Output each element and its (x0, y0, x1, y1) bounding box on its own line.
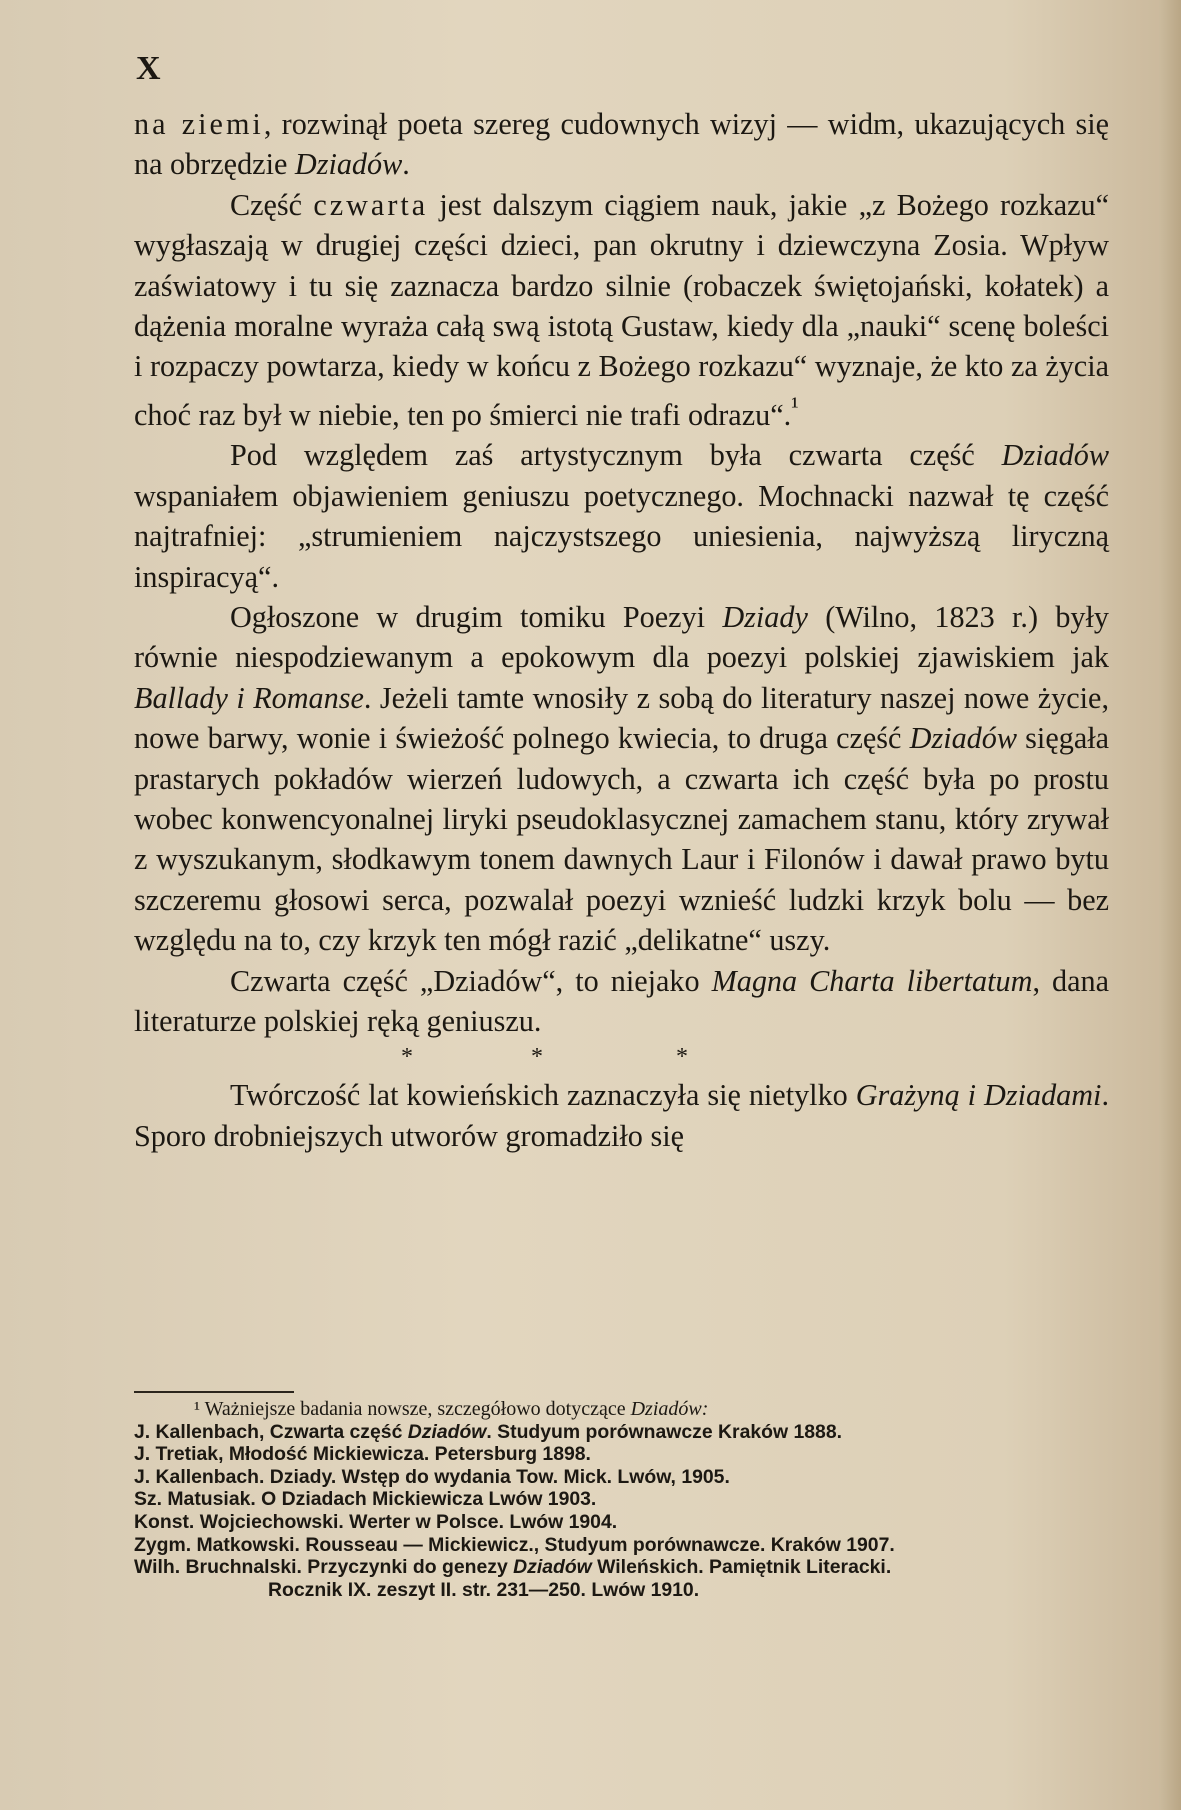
footnote-line (134, 1443, 1114, 1466)
footnote-line (134, 1579, 1114, 1602)
italic-text: Grażyną i Dziadami (855, 1078, 1102, 1113)
text-run: Pod względem zaś artystycznym była czwarta część (230, 438, 1002, 473)
text-run: ¹ (791, 392, 799, 420)
text-run: . Sporo drobniejszych utworów gromadziło się (134, 1078, 1109, 1153)
text-run: ¹ Ważniejsze badania nowsze, szczegółowo dotyczące (194, 1398, 631, 1420)
italic-text: Dziadów (294, 147, 403, 182)
page-edge (1159, 0, 1181, 1810)
text-run: Konst. Wojciechowski. Werter w Polsce. Lwów 1904. (134, 1510, 618, 1533)
footnote-line (134, 1466, 1114, 1489)
italic-text: Dziadów (407, 1420, 487, 1443)
page-number: X (136, 50, 162, 87)
italic-text: Dziadów (513, 1556, 592, 1579)
paragraph (134, 435, 1109, 597)
text-run: Wileńskich. Pamiętnik Literacki. (591, 1556, 892, 1579)
text-run: Czwarta część „Dziadów“, to niejako (230, 963, 712, 998)
italic-text: Dziadów (909, 721, 1017, 756)
italic-text: Magna Charta libertatum (711, 963, 1033, 998)
text-run: J. Kallenbach. Dziady. Wstęp do wydania Tow. Mick. Lwów, 1905. (134, 1465, 730, 1488)
paragraph (134, 961, 1109, 1042)
asterisk: * (531, 1044, 543, 1071)
text-run: J. Kallenbach, Czwarta część (134, 1420, 408, 1443)
text-run: (Wilno, 1823 r.) były równie niespodziewanym a epokowym dla poezyi polskiej zjawiskiem jak (134, 599, 1110, 675)
footnote-rule (134, 1391, 294, 1393)
text-run: czwarta (313, 187, 429, 222)
text-run: Ogłoszone w drugim tomiku Poezyi (230, 599, 723, 634)
italic-text: Dziadów (1001, 438, 1109, 473)
footnote-line (134, 1421, 1114, 1444)
text-run: . (402, 147, 410, 182)
footnote-line (134, 1398, 1114, 1421)
text-run: , dana literaturze polskiej ręką geniuszu. (134, 963, 1109, 1038)
footnote-line (134, 1556, 1114, 1579)
text-run: Twórczość lat kowieńskich zaznaczyła się nietylko (230, 1078, 856, 1113)
footnotes (134, 1398, 1114, 1601)
asterisk: * (401, 1044, 413, 1071)
text-run: . Jeżeli tamte wnosiły z sobą do literatury naszej nowe życie, nowe barwy, wonie i świeżość polnego kwiecia, to druga część (134, 680, 1109, 756)
text-run: na ziemi (134, 107, 264, 141)
text-run: jest dalszym ciągiem nauk, jakie „z Bożego rozkazu“ wygłaszają w drugiej części dzieci, pan okrutny i dziewczyna Zosia. Wpływ zaświatowy i tu się zaznacza bardzo silnie (robaczek świętojański, kołatek) a dążenia moralne wyraża całą swą istotą Gustaw, kiedy dla „nauki“ scenę boleści i rozpaczy powtarza, kiedy w końcu z Bożego rozkazu“ wyznaje, że kto za życia choć raz był w niebie, ten po śmierci nie trafi odrazu“. (134, 187, 1109, 432)
italic-text: Ballady i Romanse (134, 680, 364, 715)
footnote-line (134, 1534, 1114, 1557)
text-run: J. Tretiak, Młodość Mickiewicza. Petersburg 1898. (134, 1443, 591, 1466)
paragraph (134, 597, 1109, 961)
italic-text: Dziady (722, 599, 808, 634)
text-run: Zygm. Matkowski. Rousseau — Mickiewicz., Studyum porównawcze. Kraków 1907. (134, 1533, 895, 1556)
text-run: Sz. Matusiak. O Dziadach Mickiewicza Lwów 1903. (134, 1488, 597, 1511)
footnote-line (134, 1488, 1114, 1511)
text-run: . Studyum porównawcze Kraków 1888. (486, 1420, 842, 1443)
text-run: Wilh. Bruchnalski. Przyczynki do genezy (134, 1556, 514, 1579)
text-run: wspaniałem objawieniem geniuszu poetycznego. Mochnacki nazwał tę część najtrafniej: „strumieniem najczystszego uniesienia, najwyższą liryczną inspiracyą“. (134, 478, 1109, 594)
footnote-line (134, 1511, 1114, 1534)
text-run: Część (230, 187, 314, 222)
paragraph (134, 104, 1109, 185)
text-run: , rozwinął poeta szereg cudownych wizyj — widm, ukazujących się na obrzędzie (134, 107, 1110, 182)
asterisk: * (676, 1044, 688, 1071)
italic-text: Dziadów: (630, 1398, 709, 1420)
paragraph (134, 1075, 1109, 1156)
text-run: Rocznik IX. zeszyt II. str. 231—250. Lwów 1910. (268, 1578, 700, 1601)
section-divider (134, 1041, 1109, 1075)
text-run: sięgała prastarych pokładów wierzeń ludowych, a czwarta ich część była po prostu wobec konwencyonalnej liryki pseudoklasycznej zamachem stanu, który zrywał z wyszukanym, słodkawym tonem dawnych Laur i Filonów i dawał prawo bytu szczeremu głosowi serca, pozwalał poezyi wznieść ludzki krzyk bolu — bez względu na to, czy krzyk ten mógł razić „delikatne“ uszy. (134, 721, 1109, 958)
main-text (134, 104, 1109, 1156)
paragraph (134, 185, 1109, 436)
